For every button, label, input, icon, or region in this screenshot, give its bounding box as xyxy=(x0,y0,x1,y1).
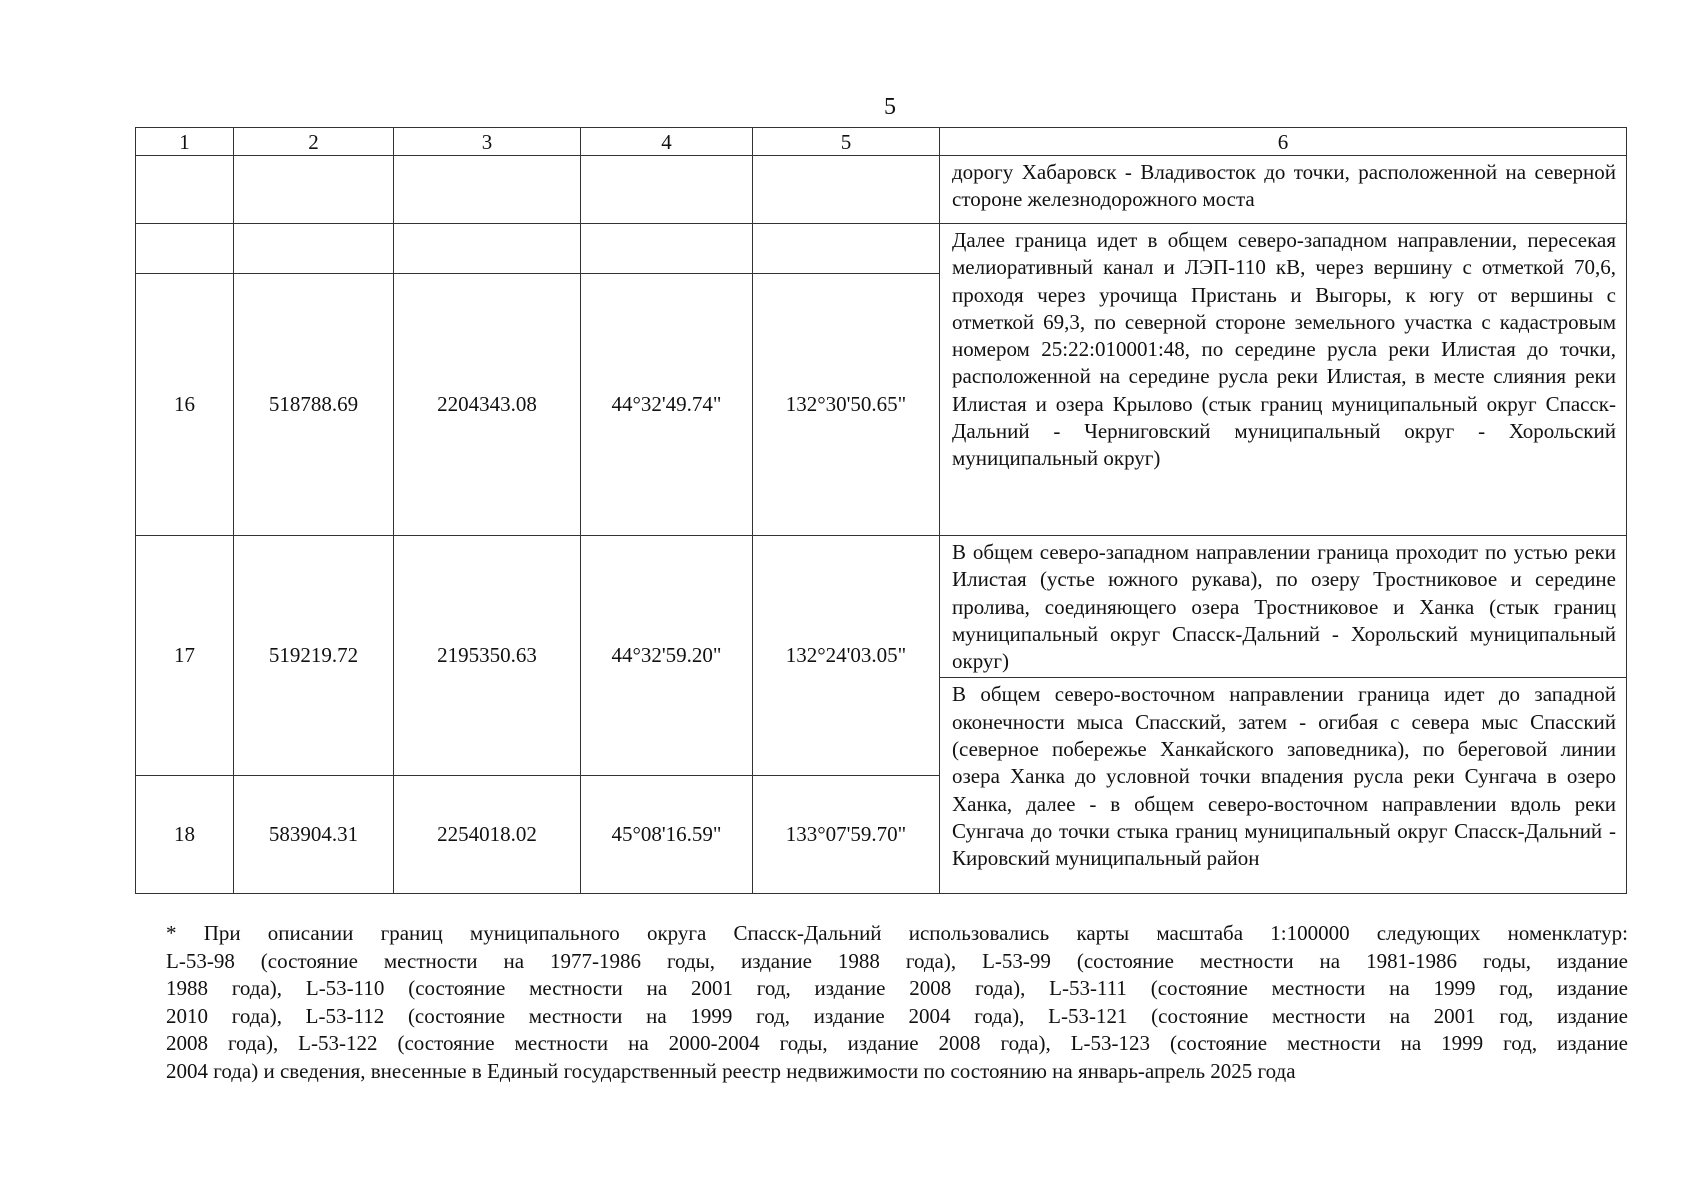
footnote-line: 2010 года), L-53-112 (состояние местности на 1999 год, издание 2004 года), L-53-121 (состояние местности на 2001 год, издание xyxy=(166,1003,1628,1028)
point-number: 16 xyxy=(136,274,234,536)
empty-cell xyxy=(394,224,581,274)
header-col-3: 3 xyxy=(394,128,581,156)
empty-cell xyxy=(136,224,234,274)
coord-y: 2204343.08 xyxy=(394,274,581,536)
empty-cell xyxy=(581,156,753,224)
footnote-line: 2008 года), L-53-122 (состояние местности на 2000-2004 годы, издание 2008 года), L-53-123 (состояние местности на 1999 год, издание xyxy=(166,1031,1628,1055)
coord-x: 583904.31 xyxy=(234,776,394,894)
empty-cell xyxy=(753,156,940,224)
coord-x: 519219.72 xyxy=(234,536,394,776)
header-row xyxy=(136,128,1627,156)
table-row xyxy=(136,224,1627,274)
header-col-6: 6 xyxy=(940,128,1627,156)
longitude: 132°30'50.65" xyxy=(753,274,940,536)
header-col-4: 4 xyxy=(581,128,753,156)
header-col-2: 2 xyxy=(234,128,394,156)
empty-cell xyxy=(581,224,753,274)
longitude: 133°07'59.70" xyxy=(753,776,940,894)
footnote-line: 1988 года), L-53-110 (состояние местности на 2001 год, издание 2008 года), L-53-111 (состояние местности на 1999 год, издание xyxy=(166,976,1628,1000)
point-number: 18 xyxy=(136,776,234,894)
footnote-line: 2004 года) и сведения, внесенные в Единый государственный реестр недвижимости по состоянию на январь-апрель 2025 года xyxy=(166,1058,1296,1083)
latitude: 45°08'16.59" xyxy=(581,776,753,894)
header-col-1: 1 xyxy=(136,128,234,156)
empty-cell xyxy=(234,224,394,274)
point-number: 17 xyxy=(136,536,234,776)
empty-cell xyxy=(753,224,940,274)
empty-cell xyxy=(234,156,394,224)
header-col-5: 5 xyxy=(753,128,940,156)
table-row xyxy=(136,156,1627,224)
coord-y: 2254018.02 xyxy=(394,776,581,894)
boundary-description: дорогу Хабаровск - Владивосток до точки, расположенной на северной стороне железнодорожного моста xyxy=(940,156,1627,224)
boundary-description: В общем северо-восточном направлении граница идет до западной оконечности мыса Спасский, затем - огибая с севера мыс Спасский (северное побережье Ханкайского заповедника), по береговой линии озера Ханка до условной точки впадения русла реки Сунгача в озеро Ханка, далее - в общем северо-восточном направлении вдоль реки Сунгача до точки стыка границ муниципальный округ Спасск-Дальний - Кировский муниципальный район xyxy=(940,678,1627,894)
latitude: 44°32'49.74" xyxy=(581,274,753,536)
empty-cell xyxy=(394,156,581,224)
page-number: 5 xyxy=(884,94,896,120)
latitude: 44°32'59.20" xyxy=(581,536,753,776)
boundary-description: В общем северо-западном направлении граница проходит по устью реки Илистая (устье южного рукава), по озеру Тростниковое и середине пролива, соединяющего озера Тростниковое и Ханка (стык границ муниципальный округ Спасск-Дальний - Хорольский муниципальный округ) xyxy=(940,536,1627,678)
coord-y: 2195350.63 xyxy=(394,536,581,776)
footnote xyxy=(166,920,1628,1085)
boundary-description: Далее граница идет в общем северо-западном направлении, пересекая мелиоративный канал и ЛЭП-110 кВ, через вершину с отметкой 70,6, проходя через урочища Пристань и Выгоры, к югу от вершины с отметкой 69,3, по северной стороне земельного участка с кадастровым номером 25:22:010001:48, по середине русла реки Илистая до точки, расположенной на середине русла реки Илистая, в месте слияния реки Илистая и озера Крылово (стык границ муниципальный округ Спасск-Дальний - Черниговский муниципальный округ - Хорольский муниципальный округ) xyxy=(940,224,1627,536)
footnote-line: * При описании границ муниципального округа Спасск-Дальний использовались карты масштаба 1:100000 следующих номенклатур: xyxy=(166,921,1628,945)
footnote-line: L-53-98 (состояние местности на 1977-1986 годы, издание 1988 года), L-53-99 (состояние местности на 1981-1986 годы, издание xyxy=(166,948,1628,973)
empty-cell xyxy=(136,156,234,224)
coord-x: 518788.69 xyxy=(234,274,394,536)
boundary-points-table xyxy=(135,127,1627,894)
longitude: 132°24'03.05" xyxy=(753,536,940,776)
